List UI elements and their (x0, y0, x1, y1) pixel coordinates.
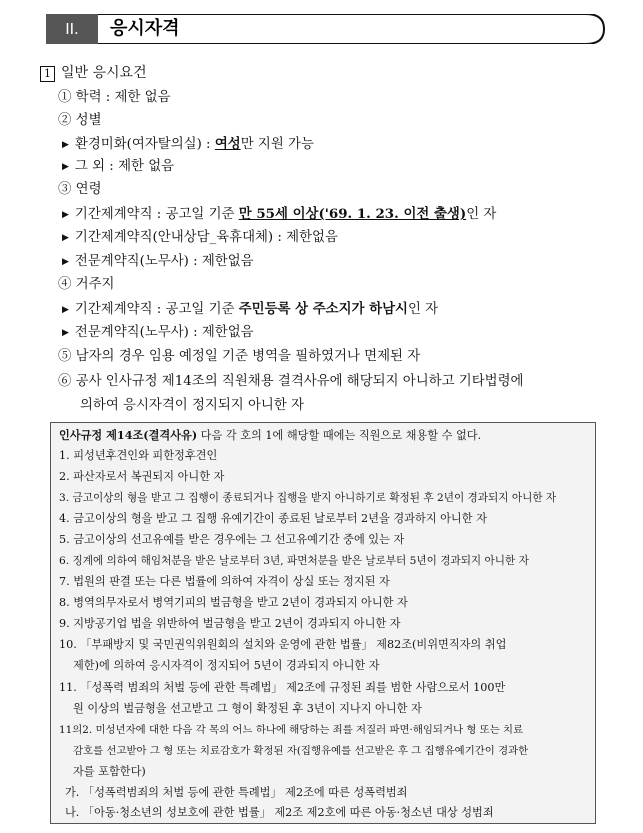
rulebox-title (59, 427, 481, 444)
general-heading-text: 일반 응시요건 (61, 65, 147, 81)
rule-line: 11의2. 미성년자에 대한 다음 각 목의 어느 하나에 해당하는 죄를 저질러 파면·해임되거나 형 또는 치료 (59, 724, 524, 736)
bullet-triangle-icon: ▶ (62, 162, 69, 172)
rule-line: 원 이상의 벌금형을 선고받고 그 형이 확정된 후 3년이 지나지 아니한 자 (73, 702, 422, 715)
item-sex-a (62, 135, 314, 155)
item-age-b (62, 229, 338, 248)
bullet-triangle-icon: ▶ (62, 257, 69, 267)
item-rule-text1: 공사 인사규정 제14조의 직원채용 결격사유에 해당되지 아니하고 기타법령에 (75, 374, 524, 389)
item-military-num: ⑤ (58, 349, 72, 364)
item-residence-b (62, 324, 254, 343)
item-rule-cont (80, 397, 304, 415)
rule-line: 가. 「성폭력범죄의 처벌 등에 관한 특례법」 제2조에 따른 성폭력범죄 (65, 786, 408, 799)
item-sex-text: 성별 (75, 113, 102, 128)
item-age-text: 연령 (75, 182, 102, 197)
rule-line: 제한)에 의하여 응시자격이 정지되어 5년이 경과되지 아니한 자 (73, 659, 380, 672)
item-sex-a-bold: 여성 (214, 136, 241, 152)
item-res-a-bold: 주민등록 상 주소지가 하남시 (238, 301, 408, 317)
general-number: 1 (40, 66, 55, 82)
rule-line: 감호를 선고받아 그 형 또는 치료감호가 확정된 자(집행유예를 선고받은 후 그 집행유예기간이 경과한 (73, 745, 529, 757)
item-sex-a-pre: 환경미화(여자탈의실) : (74, 137, 215, 152)
item-sex-num: ② (58, 113, 72, 128)
item-age-c (62, 253, 254, 272)
bullet-triangle-icon: ▶ (62, 328, 69, 338)
rule-line: 7. 법원의 판결 또는 다른 법률에 의하여 자격이 상실 또는 정지된 자 (59, 575, 390, 588)
item-sex-a-post: 만 지원 가능 (240, 137, 314, 152)
item-military (58, 348, 420, 366)
item-sex (58, 112, 102, 130)
item-residence-a (62, 300, 438, 320)
disqualification-box (50, 422, 596, 824)
item-age-a (62, 205, 496, 225)
item-rule (58, 373, 523, 391)
item-sex-b (62, 158, 174, 177)
item-res-b-text: 전문계약직(노무사) : 제한없음 (74, 325, 254, 340)
item-education (58, 89, 171, 107)
rule-line: 2. 파산자로서 복권되지 아니한 자 (59, 470, 225, 483)
rule-line: 3. 금고이상의 형을 받고 그 집행이 종료되거나 집행을 받지 아니하기로 확정된 후 2년이 경과되지 아니한 자 (59, 492, 557, 504)
item-education-text: 학력 : 제한 없음 (75, 90, 171, 105)
item-education-num: ① (58, 90, 72, 105)
rule-line: 11. 「성폭력 범죄의 처벌 등에 관한 특례법」 제2조에 규정된 죄를 범한 사람으로서 100만 (59, 681, 506, 694)
section-header (46, 14, 604, 44)
rule-line: 4. 금고이상의 형을 받고 그 집행 유예기간이 종료된 날로부터 2년을 경과하지 아니한 자 (59, 512, 487, 525)
bullet-triangle-icon: ▶ (62, 233, 69, 243)
rule-line: 8. 병역의무자로서 병역기피의 벌금형을 받고 2년이 경과되지 아니한 자 (59, 596, 408, 609)
rule-line: 10. 「부패방지 및 국민권익위원회의 설치와 운영에 관한 법률」 제82조(비위면직자의 취업 (59, 638, 507, 651)
general-heading (40, 64, 147, 82)
item-residence-num: ④ (58, 277, 72, 292)
rulebox-title-rest: 다음 각 호의 1에 해당할 때에는 직원으로 채용할 수 없다. (197, 429, 482, 442)
item-sex-b-text: 그 외 : 제한 없음 (74, 159, 175, 174)
item-age-a-pre: 기간제계약직 : 공고일 기준 (74, 207, 239, 222)
rule-line: 나. 「아동·청소년의 성보호에 관한 법률」 제2조 제2호에 따른 아동·청소년 대상 성범죄 (65, 806, 494, 819)
item-age (58, 181, 102, 199)
rule-line: 9. 지방공기업 법을 위반하여 벌금형을 받고 2년이 경과되지 아니한 자 (59, 617, 401, 630)
rule-line: 5. 금고이상의 선고유예를 받은 경우에는 그 선고유예기간 중에 있는 자 (59, 533, 405, 546)
item-military-text: 남자의 경우 임용 예정일 기준 병역을 필하였거나 면제된 자 (75, 349, 421, 364)
item-age-a-post: 인 자 (466, 207, 497, 222)
section-title: 응시자격 (110, 18, 180, 39)
rule-line: 자를 포함한다) (73, 765, 146, 778)
section-number: II. (65, 20, 79, 38)
item-residence-text: 거주지 (75, 277, 115, 292)
rule-line: 1. 피성년후견인와 피한정후견인 (59, 449, 218, 462)
item-age-a-bold: 만 55세 이상('69. 1. 23. 이전 출생) (238, 206, 467, 222)
bullet-triangle-icon: ▶ (62, 140, 69, 150)
item-residence (58, 276, 114, 294)
item-res-a-pre: 기간제계약직 : 공고일 기준 (74, 302, 239, 317)
item-age-c-text: 전문계약직(노무사) : 제한없음 (74, 254, 254, 269)
item-age-num: ③ (58, 182, 72, 197)
item-rule-text2: 의하여 응시자격이 정지되지 아니한 자 (80, 398, 304, 413)
rule-line: 6. 징계에 의하여 해임처분을 받은 날로부터 3년, 파면처분을 받은 날로부터 5년이 경과되지 아니한 자 (59, 555, 529, 567)
item-rule-num: ⑥ (58, 374, 72, 389)
rulebox-title-bold: 인사규정 제14조(결격사유) (59, 428, 198, 442)
item-res-a-post: 인 자 (407, 302, 439, 317)
item-age-b-text: 기간제계약직(안내상담_육휴대체) : 제한없음 (74, 230, 338, 245)
bullet-triangle-icon: ▶ (62, 210, 69, 220)
bullet-triangle-icon: ▶ (62, 305, 69, 315)
